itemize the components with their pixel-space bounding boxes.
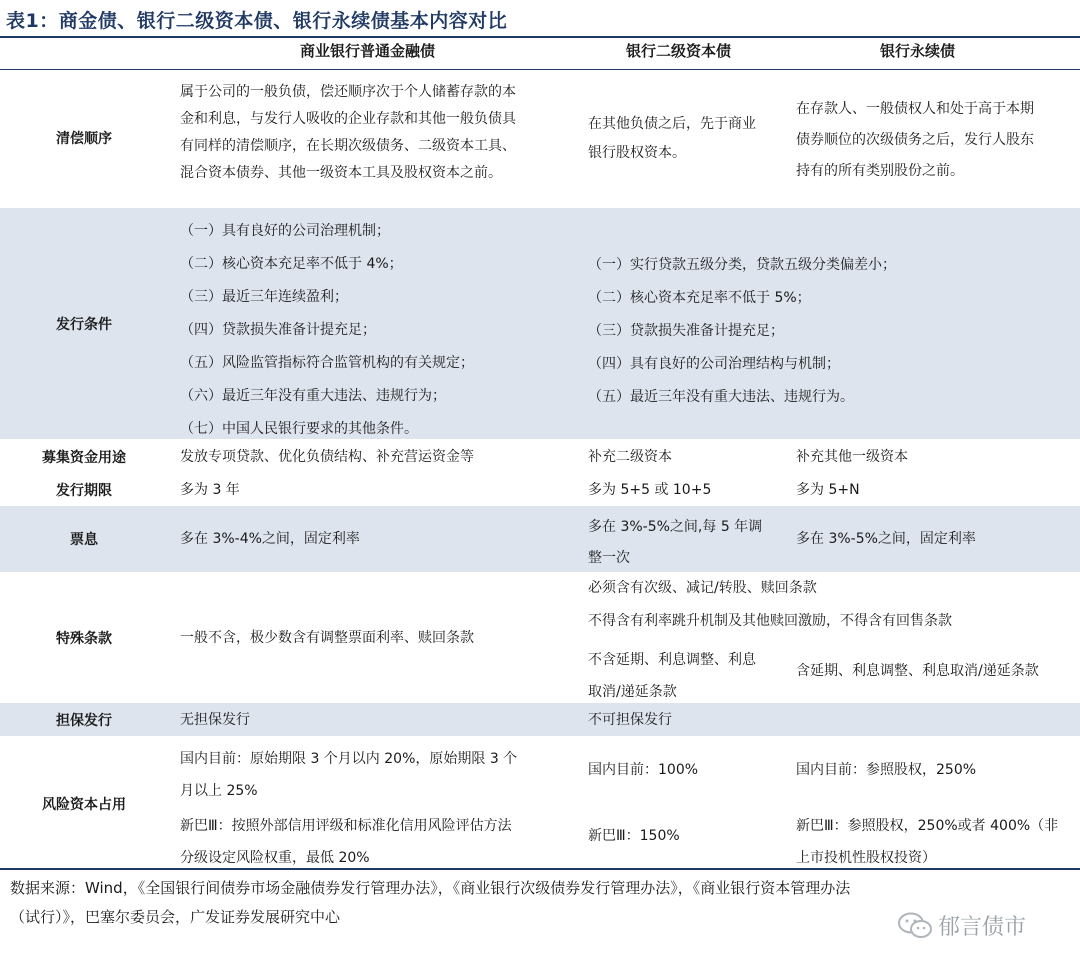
term-ordinary: 多为 3 年 [180,482,240,498]
top-rule [0,36,1080,38]
header-ordinary-bond: 商业银行普通金融债 [300,42,436,60]
conditions-ordinary: （一）具有良好的公司治理机制； （二）核心资本充足率不低于 4%； （三）最近三年连续盈利； （四）贷款损失准备计提充足； （五）风险监管指标符合监管机构的有关规定； （六）最近三年没有重大违法、违规行为； （七）中国人民银行要求的其他条件。 [180,223,474,437]
repayment-ordinary: 属于公司的一般负债，偿还顺序次于个人储蓄存款的本 金和利息，与发行人吸收的企业存款和其他一般负债具 有同样的清偿顺序，在长期次级债务、二级资本工具、 混合资本债券、其他一级资本工具及股权资本之前。 [180,84,516,181]
use-perpetual: 补充其他一级资本 [796,449,908,465]
source-line-2: （试行）》，巴塞尔委员会，广发证券发展研究中心 [10,908,341,926]
use-ordinary: 发放专项贷款、优化负债结构、补充营运资金等 [180,449,474,465]
use-tier2: 补充二级资本 [588,449,672,465]
row-label-risk: 风险资本占用 [42,797,126,813]
table-title: 表1：商金债、银行二级资本债、银行永续债基本内容对比 [6,10,508,32]
row-label-use: 募集资金用途 [42,450,126,466]
row-label-term: 发行期限 [56,483,112,499]
special-shared-a: 必须含有次级、减记/转股、赎回条款 [588,580,817,596]
risk-perpetual-basel3: 新巴Ⅲ：参照股权，250%或者 400%（非 上市投机性股权投资） [796,818,1059,866]
header-rule [0,69,1080,70]
special-tier2: 不含延期、利息调整、利息 取消/递延条款 [588,652,756,700]
header-perpetual-bond: 银行永续债 [880,42,956,60]
coupon-tier2: 多在 3%-5%之间,每 5 年调 整一次 [588,519,763,566]
bottom-rule [0,868,1080,870]
source-line-1: 数据来源：Wind，《全国银行间债券市场金融债券发行管理办法》，《商业银行次级债券发行管理办法》，《商业银行资本管理办法 [10,879,851,897]
guarantee-tier2-perpetual: 不可担保发行 [588,712,672,728]
risk-tier2-basel3: 新巴Ⅲ：150% [588,828,680,844]
risk-ordinary-basel3: 新巴Ⅲ：按照外部信用评级和标准化信用风险评估方法 分级设定风险权重，最低 20% [180,818,512,866]
row-label-guarantee: 担保发行 [56,713,112,729]
risk-perpetual-domestic: 国内目前：参照股权，250% [796,762,977,778]
repayment-tier2: 在其他负债之后，先于商业 银行股权资本。 [588,116,756,161]
watermark-text: 郁言债市 [938,915,1027,940]
row-label-repayment: 清偿顺序 [56,131,112,147]
watermark [898,910,1026,941]
coupon-perpetual: 多在 3%-5%之间，固定利率 [796,531,976,547]
risk-tier2-domestic: 国内目前：100% [588,762,699,778]
special-perpetual: 含延期、利息调整、利息取消/递延条款 [796,663,1039,679]
coupon-ordinary: 多在 3%-4%之间，固定利率 [180,531,360,547]
risk-ordinary-domestic: 国内目前：原始期限 3 个月以内 20%，原始期限 3 个 月以上 25% [180,751,518,799]
wechat-icon [898,912,932,940]
header-tier2-bond: 银行二级资本债 [626,42,732,60]
special-ordinary: 一般不含，极少数含有调整票面利率、赎回条款 [180,630,474,646]
repayment-perpetual: 在存款人、一般债权人和处于高于本期 债券顺位的次级债务之后，发行人股东 持有的所有类别股份之前。 [796,101,1034,179]
term-tier2: 多为 5+5 或 10+5 [588,482,712,498]
guarantee-ordinary: 无担保发行 [180,712,250,728]
term-perpetual: 多为 5+N [796,482,860,498]
row-label-conditions: 发行条件 [56,317,112,333]
row-label-coupon: 票息 [70,532,98,548]
special-shared-b: 不得含有利率跳升机制及其他赎回激励，不得含有回售条款 [588,613,952,629]
conditions-tier2-perpetual: （一）实行贷款五级分类，贷款五级分类偏差小； （二）核心资本充足率不低于 5%； （三）贷款损失准备计提充足； （四）具有良好的公司治理结构与机制； （五）最近三年没有重大违法、违规行为。 [588,257,896,405]
row-label-special: 特殊条款 [56,631,112,647]
